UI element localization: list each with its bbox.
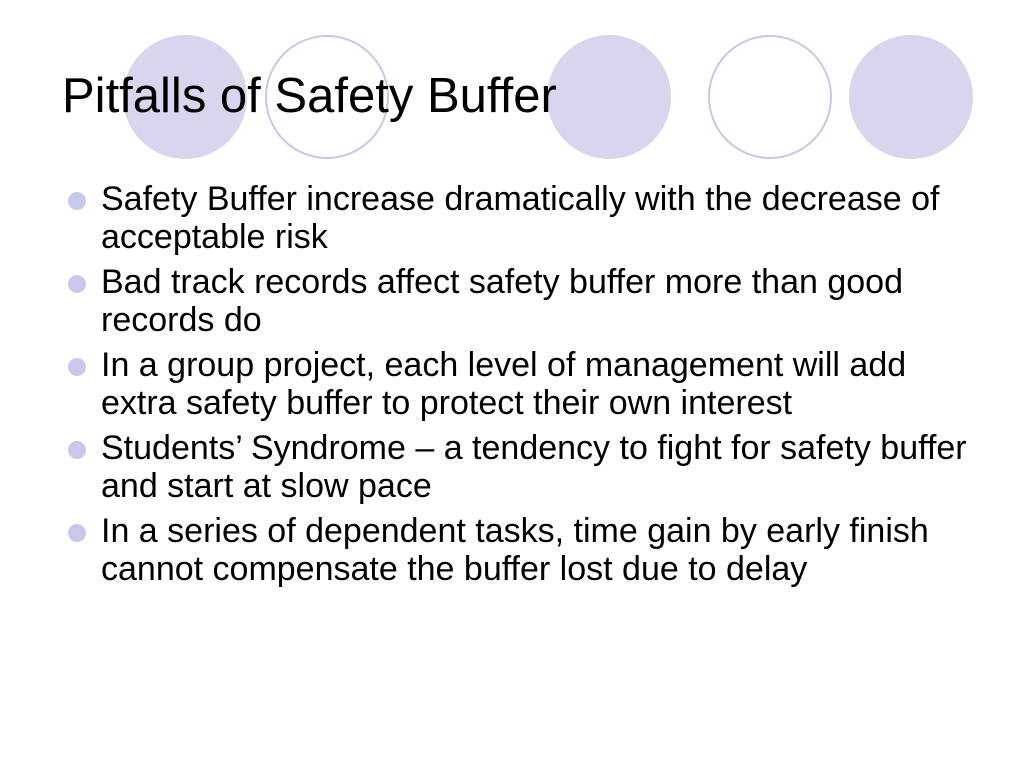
slide-title: Pitfalls of Safety Buffer (62, 69, 557, 123)
bullet-dot-icon (68, 358, 86, 376)
bullet-item (68, 263, 968, 339)
bullet-text: In a group project, each level of management will add extra safety buffer to protect their own interest (101, 346, 907, 422)
bullet-item (68, 429, 968, 505)
decor-circle-5-filled (849, 35, 973, 159)
bullet-dot-icon (68, 192, 86, 210)
bullet-dot-icon (68, 275, 86, 293)
bullet-text: Safety Buffer increase dramatically with the decrease of acceptable risk (101, 180, 940, 256)
decor-circle-3-filled (547, 35, 671, 159)
bullet-dot-icon (68, 524, 86, 542)
bullet-text: Students’ Syndrome – a tendency to fight for safety buffer and start at slow pace (101, 429, 967, 505)
bullet-item (68, 512, 968, 588)
bullet-text: Bad track records affect safety buffer more than good records do (101, 263, 903, 339)
bullet-list (68, 180, 968, 595)
bullet-item (68, 180, 968, 256)
bullet-item (68, 346, 968, 422)
bullet-text: In a series of dependent tasks, time gain by early finish cannot compensate the buffer lost due to delay (101, 512, 929, 588)
decor-circle-4-outline (709, 36, 831, 158)
bullet-dot-icon (68, 441, 86, 459)
